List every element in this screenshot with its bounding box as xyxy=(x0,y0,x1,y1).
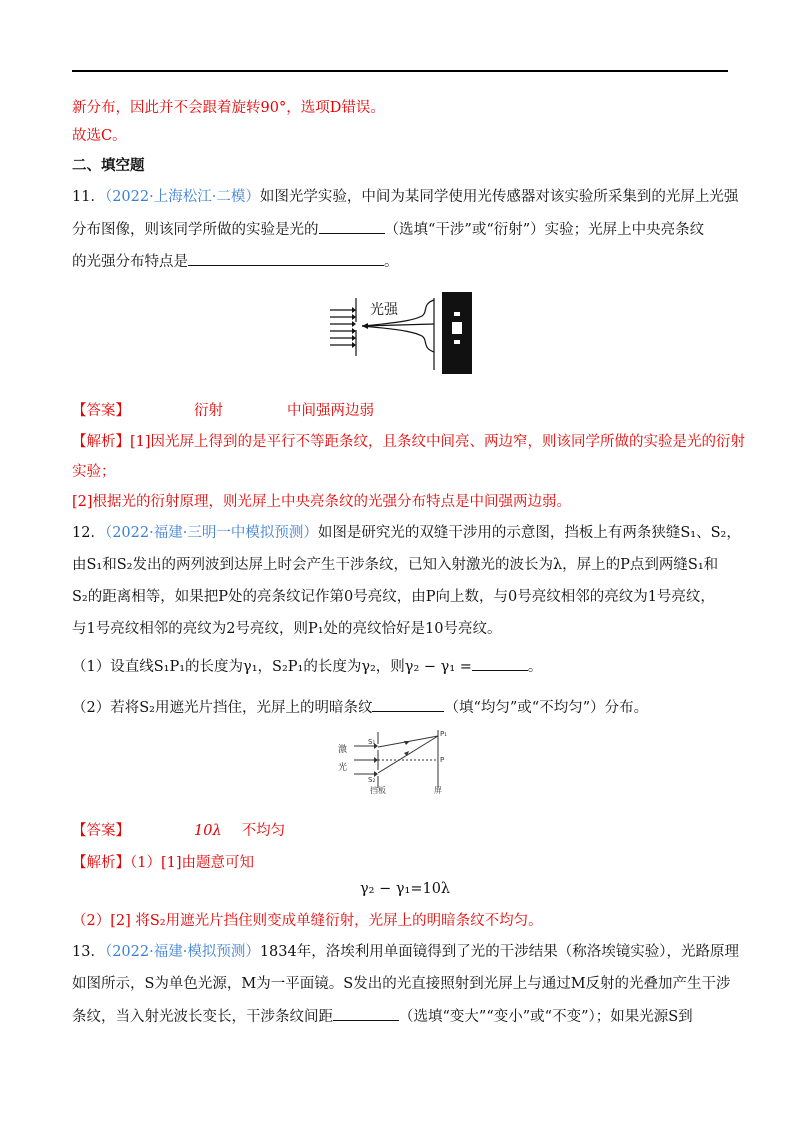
q12-analysis-line-2: （2）[2] 将S₂用遮光片挡住则变成单缝衍射，光屏上的明暗条纹不均匀。 xyxy=(72,913,543,929)
q12-double-slit-figure xyxy=(334,726,470,794)
q12-fig-s2: S₂ xyxy=(368,776,376,784)
q11-source-link[interactable]: （2022·上海松江·二模） xyxy=(104,189,260,205)
q12-text-1: 如图是研究光的双缝干涉用的示意图，挡板上有两条狭缝S₁、S₂， xyxy=(317,525,741,541)
q12-fig-p1: P₁ xyxy=(440,730,448,738)
q11-answer-tag: 【答案】 xyxy=(72,403,130,419)
q12-sub2-end: （填“均匀”或“不均匀”）分布。 xyxy=(444,700,649,716)
q13-text-1: 1834年，洛埃利用单面镜得到了光的干涉结果（称洛埃镜实验），光路原理 xyxy=(259,944,739,960)
q12-answer-tag: 【答案】 xyxy=(72,823,130,839)
q13-text-3a: 条纹，当入射光波长变长，干涉条纹间距 xyxy=(72,1009,333,1025)
q11-text-3a: 的光强分布特点是 xyxy=(72,254,188,270)
q11-answer-2: 中间强两边弱 xyxy=(287,403,374,419)
q13-line-1 xyxy=(72,942,739,962)
section-title: 二、填空题 xyxy=(72,157,145,174)
q11-answer-line xyxy=(72,401,374,421)
q11-line-2 xyxy=(72,219,704,240)
q12-fig-screen: 屏 xyxy=(434,786,442,794)
q12-answer-2: 不均匀 xyxy=(241,823,286,839)
q13-line-2: 如图所示，S为单色光源，M为一平面镜。S发出的光直接照射到光屏上与通过M反射的光叠加产生干涉 xyxy=(72,976,731,992)
q11-diffraction-figure xyxy=(322,286,482,378)
q12-analysis-tag: 【解析】 xyxy=(72,855,130,871)
q11-blank-1[interactable] xyxy=(319,219,385,234)
q12-number: 12． xyxy=(72,525,105,541)
q11-analysis-tag: 【解析】 xyxy=(72,434,130,450)
q12-sub2-line xyxy=(72,697,648,718)
prev-analysis-line: 新分布，因此并不会跟着旋转90°，选项D错误。 xyxy=(72,100,385,116)
q12-answer-line xyxy=(72,821,285,841)
q12-line-3: S₂的距离相等，如果把P处的亮条纹记作第0号亮纹，由P向上数，与0号亮纹相邻的亮纹为1号亮纹， xyxy=(72,589,715,605)
prev-conclusion-line: 故选C。 xyxy=(72,128,127,144)
q12-blank-1[interactable] xyxy=(472,656,528,671)
q13-blank-1[interactable] xyxy=(333,1006,399,1021)
q11-text-2a: 分布图像，则该同学所做的实验是光的 xyxy=(72,222,319,238)
q11-analysis-line-3: [2]根据光的衍射原理，则光屏上中央亮条纹的光强分布特点是中间强两边弱。 xyxy=(72,494,572,510)
q13-text-3b: （选填“变大”“变小”或“不变”）；如果光源S到 xyxy=(399,1009,693,1025)
q11-text-2b: （选填“干涉”或“衍射”）实验；光屏上中央亮条纹 xyxy=(384,222,705,238)
header-rule xyxy=(72,70,728,72)
q13-number: 13． xyxy=(72,944,105,960)
q12-blank-2[interactable] xyxy=(372,697,444,712)
q11-fig-label: 光强 xyxy=(370,302,398,318)
q12-sub1-end: 。 xyxy=(527,659,543,675)
q12-fig-laser-2: 光 xyxy=(338,763,348,773)
q12-sub2-text: （2）若将S₂用遮光片挡住，光屏上的明暗条纹 xyxy=(72,700,373,716)
q13-line-3 xyxy=(72,1006,693,1027)
q12-line-1 xyxy=(72,523,741,543)
q12-sub1-text: （1）设直线S₁P₁的长度为γ₁，S₂P₁的长度为γ₂，则γ₂ − γ₁ = xyxy=(72,659,472,675)
q12-sub1-line xyxy=(72,656,542,677)
q11-blank-2[interactable] xyxy=(188,251,384,266)
q11-answer-1: 衍射 xyxy=(194,403,223,419)
q12-line-2: 由S₁和S₂发出的两列波到达屏上时会产生干涉条纹，已知入射激光的波长为λ，屏上的P点到两缝S₁和 xyxy=(72,557,719,573)
q12-analysis-text-1: （1）[1]由题意可知 xyxy=(130,855,255,871)
q11-number: 11． xyxy=(72,189,105,205)
q11-text-3b: 。 xyxy=(384,254,399,270)
q12-source-link[interactable]: （2022·福建·三明一中模拟预测） xyxy=(104,525,318,541)
q12-formula: γ₂ − γ₁=10λ xyxy=(360,881,451,897)
q12-fig-p: P xyxy=(440,756,445,764)
q11-line-3 xyxy=(72,251,399,272)
q11-analysis-line-2: 实验； xyxy=(72,464,116,480)
q12-fig-laser-1: 激 xyxy=(338,745,348,755)
q11-text-1: 如图光学实验，中间为某同学使用光传感器对该实验所采集到的光屏上光强 xyxy=(259,189,739,205)
q11-line-1 xyxy=(72,187,738,207)
q11-analysis-line-1 xyxy=(72,432,745,452)
q12-fig-s1: S₁ xyxy=(368,738,376,746)
q12-answer-1: 10λ xyxy=(194,823,222,839)
q12-fig-baffle: 挡板 xyxy=(370,786,386,794)
q12-line-4: 与1号亮纹相邻的亮纹为2号亮纹，则P₁处的亮纹恰好是10号亮纹。 xyxy=(72,621,502,637)
q12-analysis-line-1 xyxy=(72,853,254,873)
q11-analysis-text-1: [1]因光屏上得到的是平行不等距条纹，且条纹中间亮、两边窄，则该同学所做的实验是光的衍射 xyxy=(130,434,746,450)
q13-source-link[interactable]: （2022·福建·模拟预测） xyxy=(104,944,260,960)
